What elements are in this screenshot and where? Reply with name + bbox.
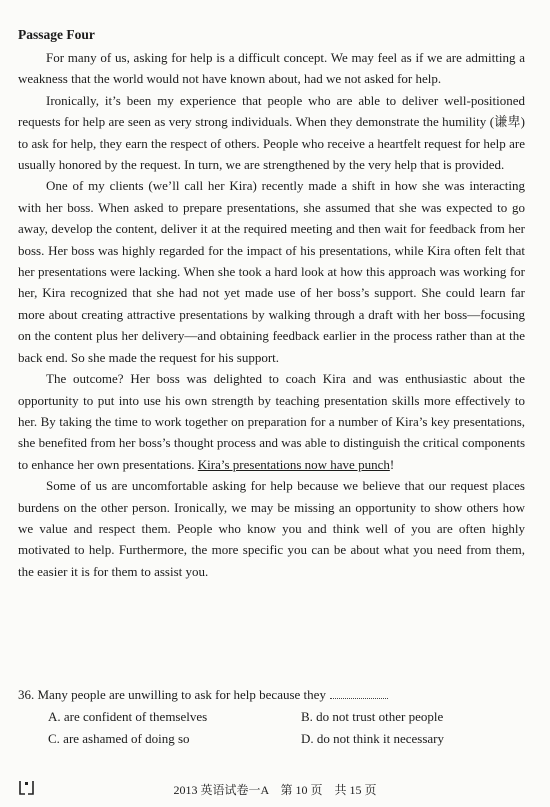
option-text: do not think it necessary [316, 731, 444, 746]
option-c[interactable] [48, 728, 301, 750]
option-b[interactable] [301, 706, 531, 728]
answer-options [48, 706, 525, 750]
underlined-sentence: Kira’s presentations now have punch [197, 456, 390, 472]
paragraph-4 [18, 368, 525, 475]
option-label: B. [301, 709, 313, 724]
question-number: 36. [18, 687, 35, 702]
paragraph-4-end: ! [389, 456, 395, 472]
page-footer [0, 779, 550, 801]
option-text: are confident of themselves [63, 709, 208, 724]
footer-page-info: 2013 英语试卷一A 第 10 页 共 15 页 [173, 783, 377, 797]
option-d[interactable] [301, 728, 531, 750]
passage-title: Passage Four [18, 27, 95, 42]
option-label: C. [48, 731, 60, 746]
option-text: are ashamed of doing so [63, 731, 190, 746]
answer-blank [330, 688, 388, 699]
paragraph-2: Ironically, it’s been my experience that people who are able to deliver well-positioned requests for help are seen as very strong individuals. When they demonstrate the humility (谦卑) to ask for help, they earn the respect of others. People who receive a heartfelt request for help are usually honored by the request. In turn, we are strengthened by the very help that is provided. [18, 92, 525, 173]
question-text: Many people are unwilling to ask for help because they [37, 687, 326, 702]
paragraph-4-text: The outcome? Her boss was delighted to coach Kira and was enthusiastic about the opportunity to put into use his own strength by teaching presentation skills more effectively to her. By taking the time to work together on preparation for a number of Kira’s key presentations, she benefited from her boss’s thought process and was able to distinguish the critical components to enhance her own presentations. [18, 371, 525, 472]
paragraph-5: Some of us are uncomfortable asking for help because we believe that our request places burdens on the other person. Ironically, we may be missing an opportunity to show others how we value and respect them. People who know you and think well of you are often highly motivated to help. Furthermore, the more specific you can be about what you need from them, the easier it is for them to assist you. [18, 478, 525, 579]
option-label: D. [301, 731, 314, 746]
question-stem [18, 684, 525, 706]
passage [18, 24, 525, 582]
paragraph-1: For many of us, asking for help is a difficult concept. We may feel as if we are admitting a weakness that the world would not have known about, had we not asked for help. [18, 50, 525, 87]
option-a[interactable] [48, 706, 301, 728]
question-36 [18, 684, 525, 750]
paragraph-3: One of my clients (we’ll call her Kira) recently made a shift in how she was interacting with her boss. When asked to prepare presentations, she assumed that she was expected to go away, develop the content, deliver it at the required meeting and then wait for feedback from her boss. Her boss was highly regarded for the impact of his presentations, while Kira often felt that her presentations were lacking. When she took a hard look at how this approach was working for her, Kira recognized that she had not yet made use of her boss’s support. She could learn far more about creating attractive presentations by walking through a draft with her boss—focusing on the content plus her delivery—and obtaining feedback earlier in the process rather than at the back end. So she made the request for his support. [18, 178, 525, 365]
option-label: A. [48, 709, 61, 724]
option-text: do not trust other people [316, 709, 444, 724]
